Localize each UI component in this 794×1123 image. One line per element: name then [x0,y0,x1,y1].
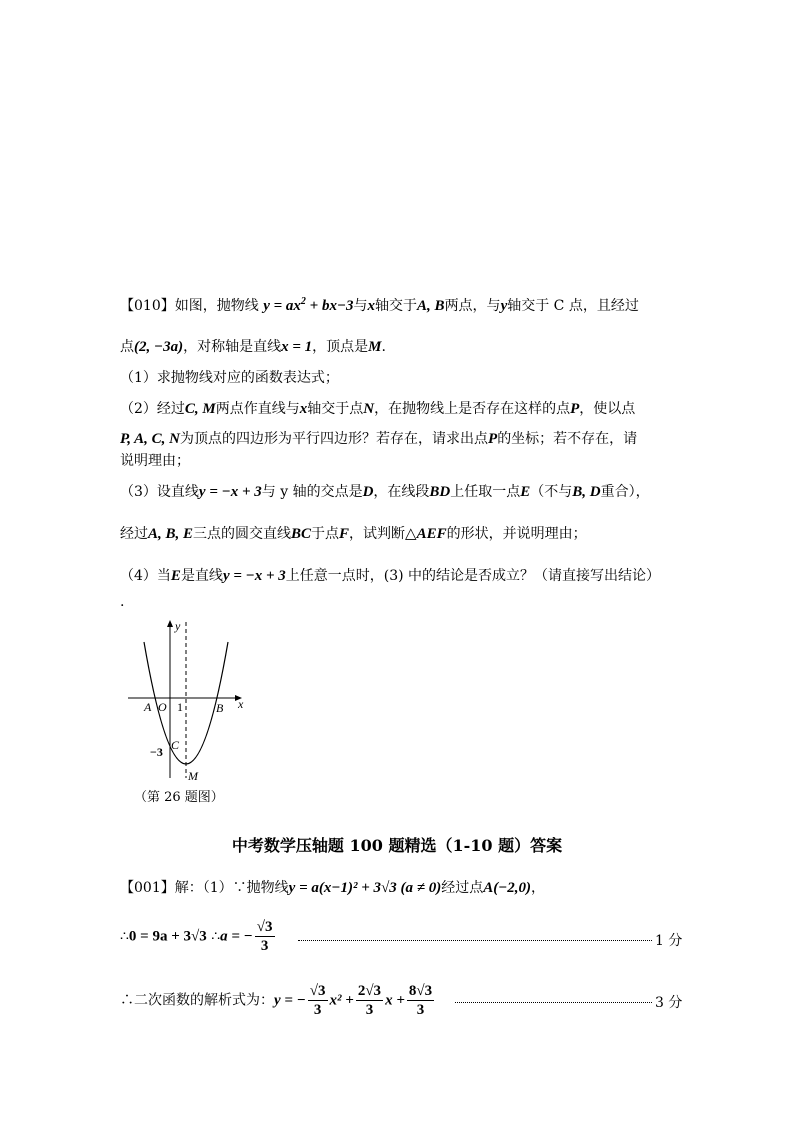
y-axis-arrow [167,620,173,627]
fraction-sqrt3-over-3: $\frac{√3}{3}$ [256,919,273,954]
question-3-line-2: 经过A, B, E三点的圆交直线BC于点F，试判断△AEF的形状，并说明理由； [120,526,587,542]
label-x: x [238,697,244,711]
score-leader-3 [455,1002,652,1003]
label-M: M [188,769,198,783]
question-2-line-3: 说明理由； [120,453,190,469]
label-neg3: −3 [150,745,163,759]
score-leader-1 [298,940,652,941]
score-1: 1 分 [655,933,683,949]
question-3-line-1: （3）设直线y = −x + 3与 y 轴的交点是D，在线段BD上任取一点E（不与B, D重合）， [120,484,650,500]
label-1: 1 [177,700,183,714]
problem-line-2: 点(2, −3a)，对称轴是直线x = 1，顶点是M. [120,339,386,355]
problem-line-1: 【010】如图，抛物线 $y = ax^2 + bx-3$与x轴交于A, B两点，与y轴交于 C 点，且经过 [120,296,639,314]
answer-line-3: ∴二次函数的解析式为：y = − $\frac{√3}{3}$ x² + $\frac{2√3}{3}$ x + $\frac{8√3}{3}$ [120,983,433,1018]
answer-line-2: ∴0 = 9a + 3√3 ∴a = − $\frac{√3}{3}$ [120,919,273,954]
label-O: O [158,700,167,714]
score-3: 3 分 [655,995,683,1011]
question-4: （4）当E是直线y = −x + 3上任意一点时，(3) 中的结论是否成立？（请直接写出结论） [120,568,661,584]
label-B: B [216,701,224,715]
label-A: A [144,700,152,714]
question-4-trailing-dot: . [120,594,125,610]
figure-caption: （第 26 题图） [134,790,224,805]
parabola-figure [120,618,250,784]
answer-title: 中考数学压轴题 100 题精选（1-10 题）答案 [231,836,563,855]
label-C: C [171,738,180,752]
parabola-equation: $y = ax^2 + bx-3$ [263,296,354,314]
label-y: y [175,619,181,633]
question-1: （1）求抛物线对应的函数表达式； [120,370,339,386]
question-2-line-1: （2）经过C, M两点作直线与x轴交于点N，在抛物线上是否存在这样的点P，使以点 [120,401,636,417]
problem-tag: 【010】 [120,298,175,314]
question-2-line-2: P, A, C, N为顶点的四边形为平行四边形？若存在，请求出点P的坐标；若不存在，请 [120,431,638,447]
answer-line-1: 【001】解：（1）∵抛物线y = a(x−1)² + 3√3 (a ≠ 0)经过点A(−2,0)， [120,880,546,896]
